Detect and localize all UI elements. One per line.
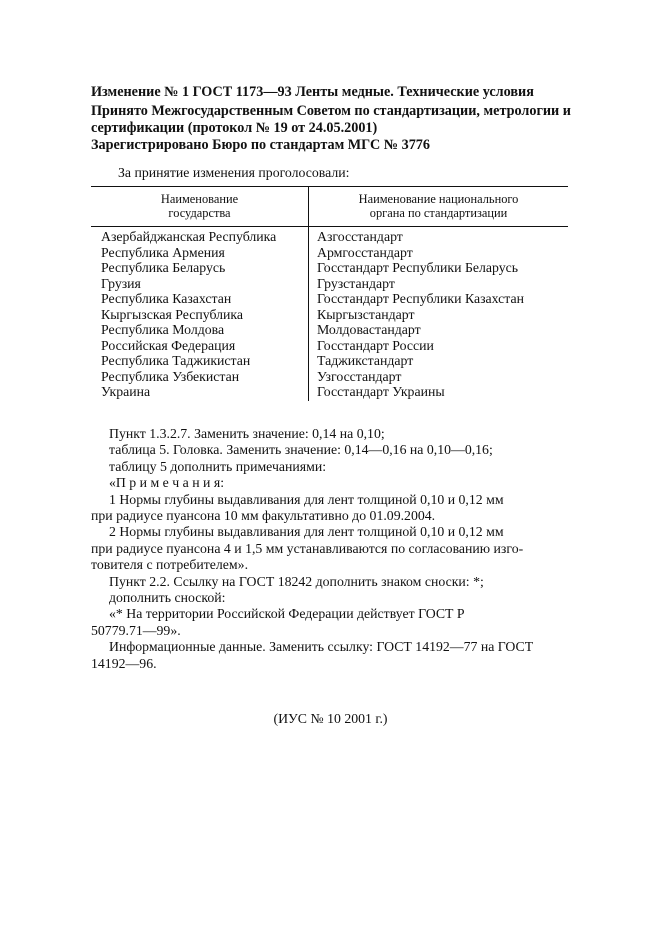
table-cell-state: Республика Молдова [101,322,225,337]
col-state-header-line1: Наименование [160,192,239,206]
amendment-paragraph: дополнить сноской: [109,590,226,606]
table-cell-state: Российская Федерация [101,337,236,353]
ius-reference: (ИУС № 10 2001 г.) [273,711,388,726]
table-top-rule [91,186,568,187]
note-2-line-1: 2 Нормы глубины выдавливания для лент толщиной 0,10 и 0,12 мм [109,524,504,540]
amendment-paragraph: Пункт 2.2. Ссылку на ГОСТ 18242 дополнить знаком сноски: *; [109,573,484,589]
note-1-line-1: 1 Нормы глубины выдавливания для лент толщиной 0,10 и 0,12 мм [109,491,504,507]
note-1-line-2: при радиусе пуансона 10 мм факультативно до 01.09.2004. [91,508,436,524]
footnote-line-2: 50779.71—99». [91,622,181,638]
col-state-header [91,192,308,220]
amendment-paragraph: Пункт 1.3.2.7. Заменить значение: 0,14 на 0,10; [109,426,385,441]
col-body-header [309,192,568,220]
notes-heading: «П р и м е ч а н и я: [109,475,225,491]
adoption-line-2: сертификации (протокол № 19 от 24.05.2001) [91,120,378,136]
col-body-header-line2: органа по стандартизации [369,206,508,220]
info-data-line-2: 14192—96. [91,655,157,671]
table-cell-body: Кыргызстандарт [317,306,415,322]
table-cell-body: Грузстандарт [317,275,395,291]
table-cell-state: Украина [101,384,151,399]
footnote-line-1: «* На территории Российской Федерации действует ГОСТ Р [109,606,465,622]
vote-intro: За принятие изменения проголосовали: [118,165,350,180]
table-cell-state: Республика Беларусь [101,260,226,275]
table-cell-body: Госстандарт России [317,337,434,353]
table-cell-state: Республика Узбекистан [101,368,240,384]
table-cell-state: Грузия [101,275,141,291]
table-cell-state: Азербайджанская Республика [101,229,277,244]
adoption-line-1: Принято Межгосударственным Советом по стандартизации, метрологии и [91,103,571,119]
table-cell-body: Узгосстандарт [317,368,402,384]
note-2-line-2: при радиусе пуансона 4 и 1,5 мм устанавливаются по согласованию изго- [91,540,524,556]
table-cell-body: Молдовастандарт [317,322,421,337]
amendment-paragraph: таблица 5. Головка. Заменить значение: 0,14—0,16 на 0,10—0,16; [109,442,493,458]
table-cell-state: Кыргызская Республика [101,306,244,322]
states-column [101,229,276,400]
col-state-header-line2: государства [168,206,231,220]
amendment-text [91,426,569,672]
info-data-line-1: Информационные данные. Заменить ссылку: ГОСТ 14192—77 на ГОСТ [109,639,534,655]
amendment-title: Изменение № 1 ГОСТ 1173—93 Ленты медные. Технические условия [91,84,534,100]
table-cell-body: Госстандарт Республики Казахстан [317,291,525,306]
registration-line: Зарегистрировано Бюро по стандартам МГС № 3776 [91,137,430,153]
table-cell-state: Республика Таджикистан [101,353,251,368]
note-2-line-3: товителя с потребителем». [91,557,249,573]
table-cell-body: Госстандарт Украины [317,384,445,399]
table-cell-body: Таджикстандарт [317,353,414,368]
table-cell-body: Азгосстандарт [317,229,403,244]
table-cell-body: Армгосстандарт [317,244,413,260]
bodies-column [317,229,524,400]
table-cell-state: Республика Армения [101,244,225,260]
table-cell-state: Республика Казахстан [101,291,232,306]
table-header-rule [91,226,568,227]
amendment-paragraph: таблицу 5 дополнить примечаниями: [109,458,327,474]
col-body-header-line1: Наименование национального [358,192,519,206]
table-cell-body: Госстандарт Республики Беларусь [317,260,519,275]
